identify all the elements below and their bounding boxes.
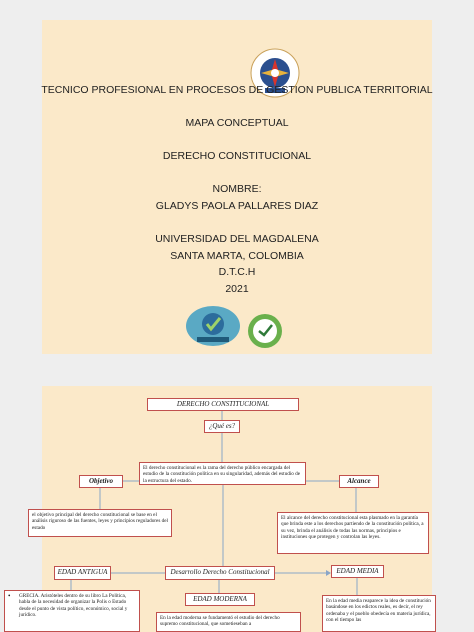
document-type: MAPA CONCEPTUAL	[185, 117, 289, 129]
edad-moderna-node: EDAD MODERNA	[185, 593, 255, 606]
program-title: TECNICO PROFESIONAL EN PROCESOS DE GESTION PUBLICA TERRITORIAL	[41, 84, 433, 96]
question-node: ¿Qué es?	[204, 420, 240, 433]
year: 2021	[225, 283, 249, 295]
definition-box: El derecho constitucional es la rama del derecho público encargada del estudio de la constitución política en su singularidad, además del estudio de la estructura del estado.	[139, 462, 306, 485]
city: SANTA MARTA, COLOMBIA	[170, 250, 304, 262]
media-text: En la edad media reaparece la idea de constitución basándose en los edictos reales, es decir, el rey ordenaba y el pueblo obedecía en materia jurídica, con el tiempo las	[322, 595, 436, 632]
objetivo-text: el objetivo principal del derecho constitucional se base en el análisis riguroso de las fuentes, leyes y principios reguladores del estado	[28, 509, 172, 537]
alcance-node: Alcance	[339, 475, 379, 488]
map-title: DERECHO CONSTITUCIONAL	[147, 398, 299, 411]
alcance-text: El alcance del derecho constitucional esta plasmado en la garantía que brinda este a los derechos partiendo de la constitución política, a su vez, brinda el análisis de todas las normas, principios e instituciones que protegen y controlan las leyes.	[277, 512, 429, 554]
objetivo-node: Objetivo	[79, 475, 123, 488]
subject-title: DERECHO CONSTITUCIONAL	[162, 150, 312, 162]
grecia-text	[4, 590, 140, 632]
student-name: GLADYS PAOLA PALLARES DIAZ	[155, 200, 319, 212]
name-label: NOMBRE:	[212, 183, 262, 195]
edad-media-node: EDAD MEDIA	[331, 565, 384, 578]
desarrollo-node: Desarrollo Derecho Constitucional	[165, 566, 275, 580]
university-name: UNIVERSIDAD DEL MAGDALENA	[155, 233, 319, 245]
grecia-text-content: GRECIA. Aristóteles dentro de su libro La Política, habla de la necesidad de organizar la Polis o Estado desde el punto de vista político, económico, social y jurídico.	[19, 593, 128, 619]
department: D.T.C.H	[218, 266, 256, 278]
edad-antigua-node: EDAD ANTIGUA	[54, 566, 111, 580]
bullet-icon: •	[8, 592, 11, 600]
moderna-text: En la edad moderna se fundamentó el estudio del derecho supremo constitucional, que sometieseban a	[156, 612, 301, 632]
